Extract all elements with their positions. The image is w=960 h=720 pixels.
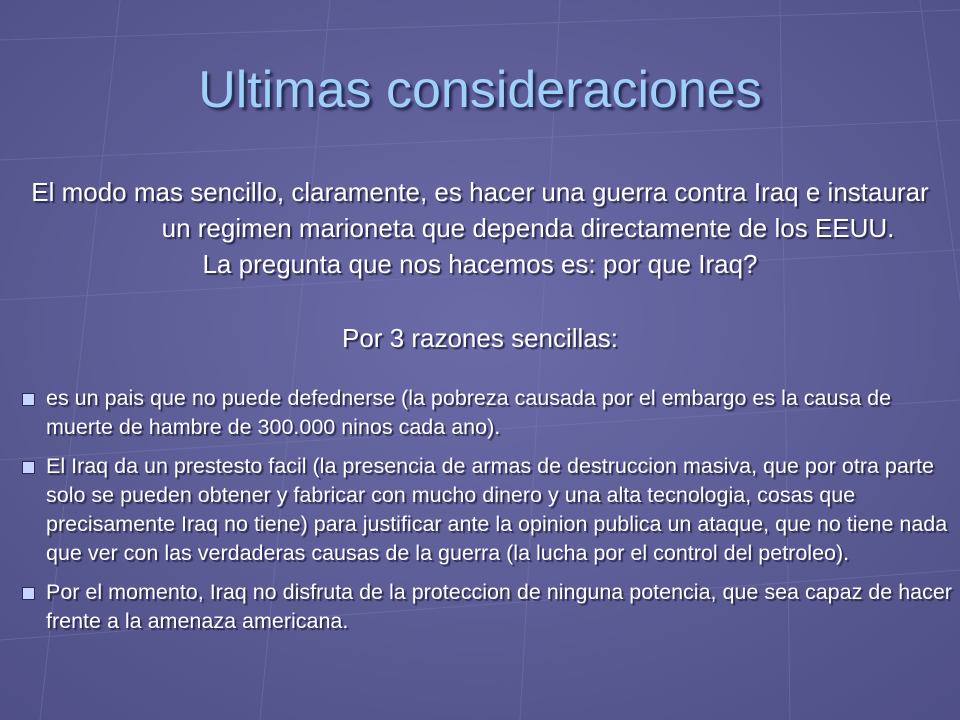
square-bullet-icon [22, 461, 35, 474]
list-item [22, 384, 952, 442]
lead-paragraph [30, 174, 930, 282]
bullet-list [22, 384, 952, 646]
list-item [22, 452, 952, 568]
lead-line-1: El modo mas sencillo, claramente, es hacer una guerra contra Iraq e instaurar un regimen marioneta que dependa directamente de los EEUU. [31, 177, 929, 243]
square-bullet-icon [22, 393, 35, 406]
lead-line-2: La pregunta que nos hacemos es: por que Iraq? [202, 249, 758, 279]
subheading: Por 3 razones sencillas: [341, 323, 619, 353]
bullet-text: es un pais que no puede defednerse (la pobreza causada por el embargo es la causa de muerte de hambre de 300.000 ninos cada ano). [46, 386, 892, 439]
bullet-text: El Iraq da un prestesto facil (la presencia de armas de destruccion masiva, que por otra parte solo se pueden obtener y fabricar con mucho dinero y una alta tecnologia, cosas que precisamente Iraq no tiene) para justificar ante la opinion publica un ataque, que no tiene nada que ver con las verdaderas causas de la guerra (la lucha por el control del petroleo). [46, 454, 948, 565]
list-item [22, 578, 952, 636]
square-bullet-icon [22, 587, 35, 600]
bullet-text: Por el momento, Iraq no disfruta de la proteccion de ninguna potencia, que sea capaz de hacer frente a la amenaza americana. [46, 580, 952, 633]
slide-title: Ultimas consideraciones [198, 61, 762, 119]
